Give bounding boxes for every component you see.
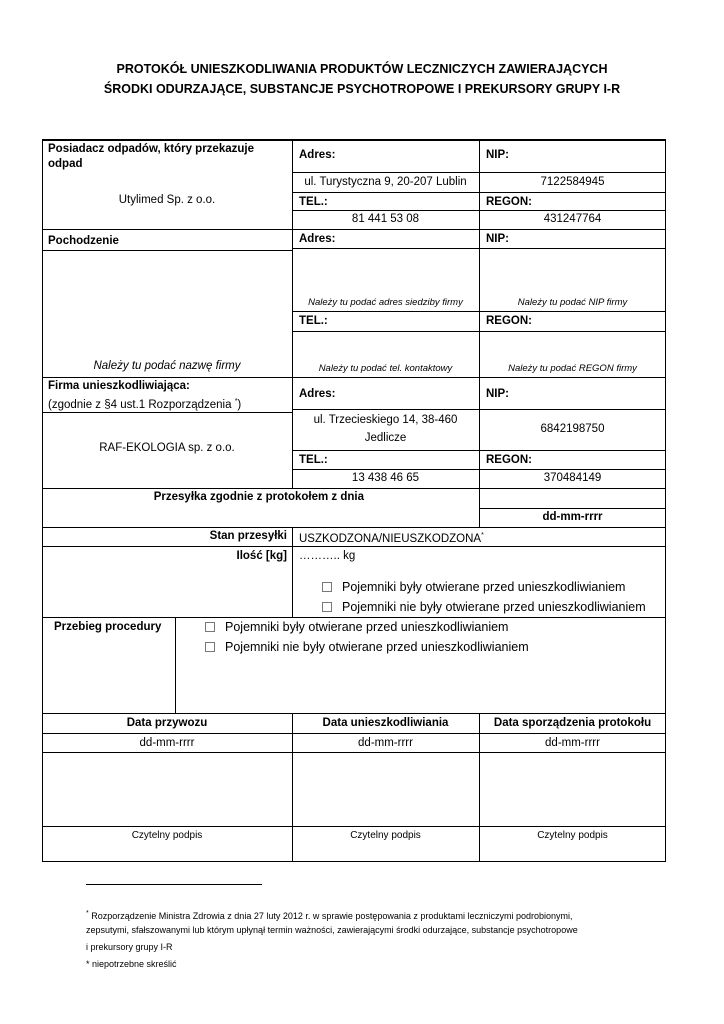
shipment-date[interactable]: dd-mm-rrrr bbox=[542, 511, 603, 523]
footnote-line1: * Rozporządzenie Ministra Zdrowia z dnia 27 luty 2012 r. w sprawie postępowania z produktami leczniczymi podrobionymi, bbox=[86, 910, 573, 921]
disposer-tel: 13 438 46 65 bbox=[351, 472, 420, 484]
holder-regon: 431247764 bbox=[543, 213, 602, 225]
procedure-option2[interactable]: Pojemniki nie były otwierane przed unieszkodliwianiem bbox=[205, 640, 529, 654]
origin-label: Pochodzenie bbox=[48, 235, 119, 247]
origin-tel-label: TEL.: bbox=[299, 315, 328, 327]
origin-tel-hint: Należy tu podać tel. kontaktowy bbox=[318, 363, 453, 374]
signature-label-1: Czytelny podpis bbox=[131, 830, 203, 841]
disposer-regon: 370484149 bbox=[543, 472, 602, 484]
document-title-line2: ŚRODKI ODURZAJĄCE, SUBSTANCJE PSYCHOTROPOWE I PREKURSORY GRUPY I-R bbox=[103, 82, 621, 96]
disposer-tel-label: TEL.: bbox=[299, 454, 328, 466]
checkbox-icon[interactable] bbox=[205, 622, 215, 632]
checkbox-icon[interactable] bbox=[322, 582, 332, 592]
disposer-label-line1: Firma unieszkodliwiająca: bbox=[48, 380, 190, 392]
origin-regon-hint: Należy tu podać REGON firmy bbox=[508, 363, 637, 374]
origin-name-hint: Należy tu podać nazwę firmy bbox=[93, 360, 241, 372]
holder-address: ul. Turystyczna 9, 20-207 Lublin bbox=[304, 176, 467, 188]
origin-nip-hint: Należy tu podać NIP firmy bbox=[517, 297, 628, 308]
date-disposal-header: Data unieszkodliwiania bbox=[322, 717, 449, 729]
origin-address-hint: Należy tu podać adres siedziby firmy bbox=[308, 297, 463, 308]
holder-tel: 81 441 53 08 bbox=[351, 213, 420, 225]
disposer-nip: 6842198750 bbox=[540, 423, 605, 435]
footnote-line4: * niepotrzebne skreślić bbox=[86, 959, 177, 969]
disposer-nip-label: NIP: bbox=[486, 388, 509, 400]
disposer-address-line2: Jedlicze bbox=[364, 432, 407, 444]
holder-regon-label: REGON: bbox=[486, 196, 532, 208]
signature-label-2: Czytelny podpis bbox=[350, 830, 421, 841]
shipment-qty-label: Ilość [kg] bbox=[236, 550, 287, 562]
shipment-state-value[interactable]: USZKODZONA/NIEUSZKODZONA* bbox=[299, 532, 484, 545]
origin-nip-label: NIP: bbox=[486, 233, 509, 245]
origin-regon-label: REGON: bbox=[486, 315, 532, 327]
shipment-label: Przesyłka zgodnie z protokołem z dnia bbox=[153, 491, 364, 503]
date-arrival-header: Data przywozu bbox=[126, 717, 208, 729]
disposer-address-line1: ul. Trzecieskiego 14, 38-460 bbox=[313, 414, 458, 426]
shipment-option1[interactable]: Pojemniki były otwierane przed unieszkodliwianiem bbox=[322, 580, 625, 594]
shipment-qty-value[interactable]: ……….. kg bbox=[299, 550, 356, 562]
holder-nip: 7122584945 bbox=[540, 176, 605, 188]
disposer-name: RAF-EKOLOGIA sp. z o.o. bbox=[99, 442, 235, 454]
holder-tel-label: TEL.: bbox=[299, 196, 328, 208]
footnote-separator bbox=[86, 884, 262, 885]
procedure-label: Przebieg procedury bbox=[54, 621, 162, 633]
footnote-line2: zepsutymi, sfałszowanymi lub którym upłynął termin ważności, zawierającymi środki odurzające, substancje psychotropowe bbox=[86, 925, 578, 935]
date-disposal-value[interactable]: dd-mm-rrrr bbox=[358, 737, 413, 749]
disposer-regon-label: REGON: bbox=[486, 454, 532, 466]
holder-nip-label: NIP: bbox=[486, 149, 509, 161]
procedure-option1[interactable]: Pojemniki były otwierane przed unieszkodliwianiem bbox=[205, 620, 508, 634]
footnote-line3: i prekursory grupy I-R bbox=[86, 942, 173, 952]
date-protocol-header: Data sporządzenia protokołu bbox=[493, 717, 652, 729]
holder-label-line2: odpad bbox=[48, 158, 83, 170]
shipment-state-label: Stan przesyłki bbox=[209, 530, 287, 542]
disposer-address-label: Adres: bbox=[299, 388, 336, 400]
checkbox-icon[interactable] bbox=[205, 642, 215, 652]
origin-address-label: Adres: bbox=[299, 233, 336, 245]
holder-label-line1: Posiadacz odpadów, który przekazuje bbox=[48, 143, 254, 155]
date-protocol-value[interactable]: dd-mm-rrrr bbox=[545, 737, 600, 749]
holder-address-label: Adres: bbox=[299, 149, 336, 161]
checkbox-icon[interactable] bbox=[322, 602, 332, 612]
signature-label-3: Czytelny podpis bbox=[537, 830, 608, 841]
date-arrival-value[interactable]: dd-mm-rrrr bbox=[139, 737, 195, 749]
holder-name: Utylimed Sp. z o.o. bbox=[118, 194, 216, 206]
disposer-label-line2: (zgodnie z §4 ust.1 Rozporządzenia *) bbox=[48, 398, 242, 411]
document-title-line1: PROTOKÓŁ UNIESZKODLIWANIA PRODUKTÓW LECZNICZYCH ZAWIERAJĄCYCH bbox=[116, 62, 608, 76]
shipment-option2[interactable]: Pojemniki nie były otwierane przed unieszkodliwianiem bbox=[322, 600, 646, 614]
